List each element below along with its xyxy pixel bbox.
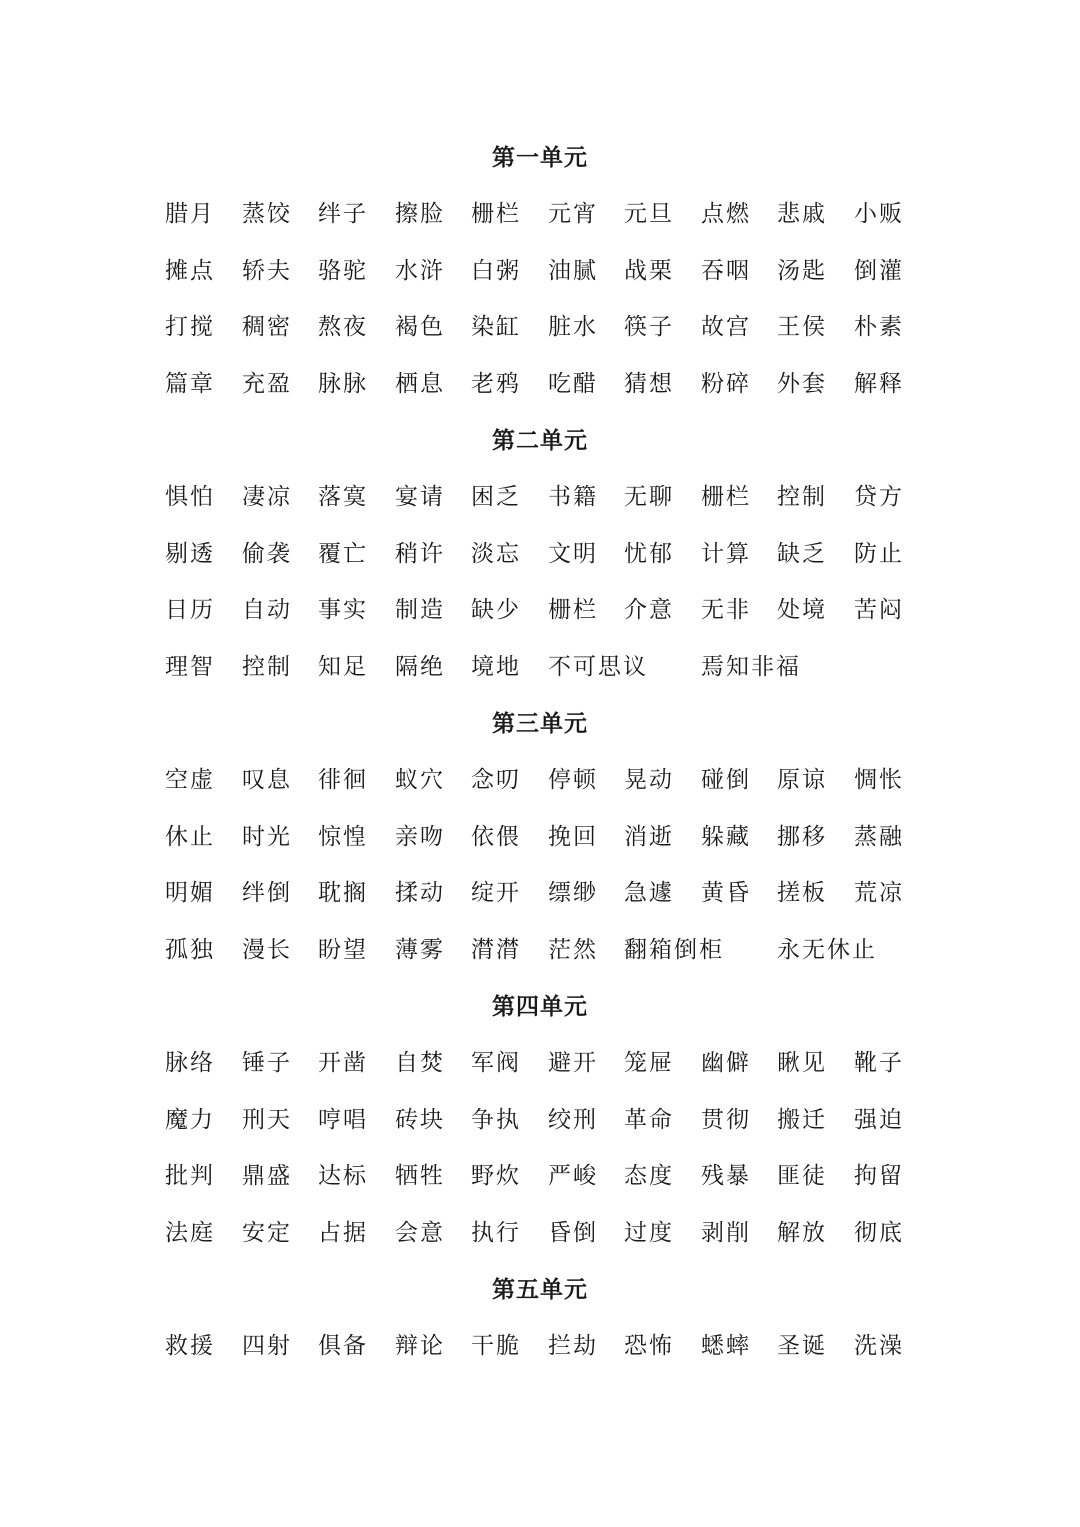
- vocabulary-word: 搬迁: [777, 1106, 827, 1133]
- vocabulary-word: 黄昏: [701, 880, 751, 906]
- word-row: [165, 479, 925, 515]
- vocabulary-word: 筷子: [624, 314, 674, 340]
- vocabulary-word: 俱备: [318, 1333, 368, 1359]
- vocabulary-word: 拘留: [854, 1163, 904, 1189]
- vocabulary-word: 孤独: [165, 936, 215, 963]
- vocabulary-word: 日历: [165, 597, 215, 623]
- vocabulary-word: 摊点: [165, 257, 215, 284]
- vocabulary-word: 会意: [395, 1219, 445, 1246]
- vocabulary-word: 吃醋: [548, 370, 598, 397]
- vocabulary-word: 原谅: [777, 767, 827, 793]
- vocabulary-word: 油腻: [548, 257, 598, 284]
- word-row: [165, 932, 925, 968]
- vocabulary-word: 褐色: [395, 314, 445, 340]
- vocabulary-word: 擦脸: [395, 201, 445, 227]
- vocabulary-word: 四射: [242, 1333, 292, 1359]
- unit-title: 第四单元: [492, 993, 588, 1020]
- unit-title: 第五单元: [492, 1276, 588, 1303]
- vocabulary-word: 念叨: [471, 767, 521, 793]
- vocabulary-word: 战栗: [624, 257, 674, 284]
- vocabulary-word: 脉脉: [318, 370, 368, 397]
- vocabulary-word: 蚁穴: [395, 767, 445, 793]
- vocabulary-word: 彻底: [854, 1219, 904, 1246]
- vocabulary-word: 碰倒: [701, 767, 751, 793]
- vocabulary-word: 染缸: [471, 314, 521, 340]
- vocabulary-word: 批判: [165, 1163, 215, 1189]
- vocabulary-word: 外套: [777, 370, 827, 397]
- vocabulary-word: 贷方: [854, 484, 904, 510]
- vocabulary-word: 时光: [242, 823, 292, 850]
- vocabulary-word: 揉动: [395, 880, 445, 906]
- vocabulary-word: 落寞: [318, 484, 368, 510]
- vocabulary-word: 凄凉: [242, 484, 292, 510]
- vocabulary-word: 猜想: [624, 370, 674, 397]
- vocabulary-word: 贯彻: [701, 1106, 751, 1133]
- vocabulary-word: 处境: [777, 597, 827, 623]
- vocabulary-word: 介意: [624, 597, 674, 623]
- vocabulary-word: 充盈: [242, 370, 292, 397]
- word-row: [165, 253, 925, 289]
- vocabulary-word: 革命: [624, 1106, 674, 1133]
- vocabulary-word: 文明: [548, 540, 598, 567]
- unit-title: 第三单元: [492, 710, 588, 737]
- vocabulary-word: 永无休止: [777, 936, 877, 963]
- vocabulary-word: 圣诞: [777, 1333, 827, 1359]
- vocabulary-word: 空虚: [165, 767, 215, 793]
- vocabulary-word: 境地: [471, 653, 521, 680]
- vocabulary-word: 制造: [395, 597, 445, 623]
- vocabulary-word: 叹息: [242, 767, 292, 793]
- vocabulary-word: 避开: [548, 1050, 598, 1076]
- vocabulary-word: 忧郁: [624, 540, 674, 567]
- vocabulary-word: 急遽: [624, 880, 674, 906]
- vocabulary-word: 亲吻: [395, 823, 445, 850]
- vocabulary-word: 不可思议: [548, 653, 648, 680]
- vocabulary-word: 书籍: [548, 484, 598, 510]
- vocabulary-word: 控制: [777, 484, 827, 510]
- vocabulary-word: 防止: [854, 540, 904, 567]
- vocabulary-word: 安定: [242, 1219, 292, 1246]
- vocabulary-word: 无非: [701, 597, 751, 623]
- vocabulary-word: 挽回: [548, 823, 598, 850]
- vocabulary-word: 挪移: [777, 823, 827, 850]
- vocabulary-word: 法庭: [165, 1219, 215, 1246]
- vocabulary-word: 点燃: [701, 201, 751, 227]
- vocabulary-word: 严峻: [548, 1163, 598, 1189]
- vocabulary-word: 潸潸: [471, 936, 521, 963]
- vocabulary-word: 脉络: [165, 1050, 215, 1076]
- vocabulary-word: 态度: [624, 1163, 674, 1189]
- vocabulary-word: 洗澡: [854, 1333, 904, 1359]
- vocabulary-word: 焉知非福: [701, 653, 801, 680]
- vocabulary-word: 计算: [701, 540, 751, 567]
- vocabulary-word: 隔绝: [395, 653, 445, 680]
- vocabulary-word: 匪徒: [777, 1163, 827, 1189]
- vocabulary-word: 干脆: [471, 1333, 521, 1359]
- vocabulary-word: 无聊: [624, 484, 674, 510]
- vocabulary-word: 小贩: [854, 201, 904, 227]
- vocabulary-word: 稠密: [242, 314, 292, 340]
- vocabulary-word: 占据: [318, 1219, 368, 1246]
- vocabulary-word: 困乏: [471, 484, 521, 510]
- word-row: [165, 1215, 925, 1251]
- vocabulary-word: 解放: [777, 1219, 827, 1246]
- vocabulary-word: 惊惶: [318, 823, 368, 850]
- word-row: [165, 1045, 925, 1081]
- vocabulary-word: 稍许: [395, 540, 445, 567]
- word-row: [165, 196, 925, 232]
- vocabulary-word: 元旦: [624, 201, 674, 227]
- vocabulary-word: 汤匙: [777, 257, 827, 284]
- vocabulary-word: 朴素: [854, 314, 904, 340]
- vocabulary-word: 达标: [318, 1163, 368, 1189]
- vocabulary-word: 解释: [854, 370, 904, 397]
- vocabulary-word: 白粥: [471, 257, 521, 284]
- vocabulary-word: 剔透: [165, 540, 215, 567]
- vocabulary-word: 靴子: [854, 1050, 904, 1076]
- vocabulary-word: 栖息: [395, 370, 445, 397]
- word-row: [165, 1102, 925, 1138]
- vocabulary-word: 明媚: [165, 880, 215, 906]
- vocabulary-word: 盼望: [318, 936, 368, 963]
- vocabulary-word: 腊月: [165, 201, 215, 227]
- vocabulary-word: 缺少: [471, 597, 521, 623]
- vocabulary-word: 恐怖: [624, 1333, 674, 1359]
- vocabulary-word: 偷袭: [242, 540, 292, 567]
- word-row: [165, 536, 925, 572]
- vocabulary-word: 绞刑: [548, 1106, 598, 1133]
- vocabulary-word: 开凿: [318, 1050, 368, 1076]
- vocabulary-word: 剥削: [701, 1219, 751, 1246]
- vocabulary-word: 绊子: [318, 201, 368, 227]
- vocabulary-word: 牺牲: [395, 1163, 445, 1189]
- vocabulary-word: 故宫: [701, 314, 751, 340]
- vocabulary-word: 薄雾: [395, 936, 445, 963]
- vocabulary-word: 搓板: [777, 880, 827, 906]
- word-row: [165, 762, 925, 798]
- vocabulary-word: 荒凉: [854, 880, 904, 906]
- vocabulary-word: 争执: [471, 1106, 521, 1133]
- vocabulary-word: 栅栏: [471, 201, 521, 227]
- vocabulary-word: 老鸦: [471, 370, 521, 397]
- unit-title: 第二单元: [492, 427, 588, 454]
- vocabulary-word: 军阀: [471, 1050, 521, 1076]
- vocabulary-word: 锤子: [242, 1050, 292, 1076]
- vocabulary-word: 淡忘: [471, 540, 521, 567]
- vocabulary-word: 惆怅: [854, 767, 904, 793]
- vocabulary-word: 骆驼: [318, 257, 368, 284]
- vocabulary-word: 悲戚: [777, 201, 827, 227]
- vocabulary-word: 执行: [471, 1219, 521, 1246]
- word-row: [165, 1158, 925, 1194]
- vocabulary-word: 野炊: [471, 1163, 521, 1189]
- vocabulary-word: 事实: [318, 597, 368, 623]
- vocabulary-word: 知足: [318, 653, 368, 680]
- vocabulary-word: 脏水: [548, 314, 598, 340]
- vocabulary-word: 过度: [624, 1219, 674, 1246]
- vocabulary-word: 粉碎: [701, 370, 751, 397]
- word-row: [165, 366, 925, 402]
- vocabulary-word: 熬夜: [318, 314, 368, 340]
- vocabulary-word: 幽僻: [701, 1050, 751, 1076]
- vocabulary-word: 耽搁: [318, 880, 368, 906]
- vocabulary-word: 魔力: [165, 1106, 215, 1133]
- vocabulary-word: 吞咽: [701, 257, 751, 284]
- vocabulary-word: 惧怕: [165, 484, 215, 510]
- vocabulary-word: 躲藏: [701, 823, 751, 850]
- word-row: [165, 1328, 925, 1364]
- vocabulary-word: 晃动: [624, 767, 674, 793]
- vocabulary-word: 刑天: [242, 1106, 292, 1133]
- vocabulary-word: 倒灌: [854, 257, 904, 284]
- vocabulary-word: 王侯: [777, 314, 827, 340]
- vocabulary-word: 残暴: [701, 1163, 751, 1189]
- vocabulary-word: 苦闷: [854, 597, 904, 623]
- vocabulary-word: 理智: [165, 653, 215, 680]
- vocabulary-word: 轿夫: [242, 257, 292, 284]
- unit-title: 第一单元: [492, 144, 588, 171]
- vocabulary-word: 栅栏: [548, 597, 598, 623]
- vocabulary-word: 笼屉: [624, 1050, 674, 1076]
- vocabulary-word: 打搅: [165, 314, 215, 340]
- vocabulary-word: 漫长: [242, 936, 292, 963]
- word-row: [165, 309, 925, 345]
- vocabulary-word: 徘徊: [318, 767, 368, 793]
- vocabulary-word: 缺乏: [777, 540, 827, 567]
- word-row: [165, 649, 925, 685]
- vocabulary-word: 救援: [165, 1333, 215, 1359]
- vocabulary-word: 停顿: [548, 767, 598, 793]
- vocabulary-word: 元宵: [548, 201, 598, 227]
- vocabulary-word: 茫然: [548, 936, 598, 963]
- vocabulary-word: 翻箱倒柜: [624, 936, 724, 963]
- vocabulary-word: 自焚: [395, 1050, 445, 1076]
- vocabulary-word: 绽开: [471, 880, 521, 906]
- vocabulary-word: 蒸融: [854, 823, 904, 850]
- vocabulary-word: 强迫: [854, 1106, 904, 1133]
- vocabulary-word: 消逝: [624, 823, 674, 850]
- vocabulary-word: 覆亡: [318, 540, 368, 567]
- vocabulary-word: 鼎盛: [242, 1163, 292, 1189]
- vocabulary-word: 依偎: [471, 823, 521, 850]
- vocabulary-word: 蟋蟀: [701, 1333, 751, 1359]
- vocabulary-word: 砖块: [395, 1106, 445, 1133]
- vocabulary-word: 拦劫: [548, 1333, 598, 1359]
- vocabulary-word: 昏倒: [548, 1219, 598, 1246]
- word-row: [165, 592, 925, 628]
- vocabulary-word: 蒸饺: [242, 201, 292, 227]
- vocabulary-word: 哼唱: [318, 1106, 368, 1133]
- vocabulary-word: 自动: [242, 597, 292, 623]
- vocabulary-word: 绊倒: [242, 880, 292, 906]
- vocabulary-word: 宴请: [395, 484, 445, 510]
- vocabulary-word: 缥缈: [548, 880, 598, 906]
- vocabulary-word: 瞅见: [777, 1050, 827, 1076]
- word-row: [165, 819, 925, 855]
- vocabulary-word: 休止: [165, 823, 215, 850]
- vocabulary-word: 控制: [242, 653, 292, 680]
- vocabulary-word: 栅栏: [701, 484, 751, 510]
- vocabulary-word: 篇章: [165, 370, 215, 397]
- word-row: [165, 875, 925, 911]
- vocabulary-word: 辩论: [395, 1333, 445, 1359]
- vocabulary-word: 水浒: [395, 257, 445, 284]
